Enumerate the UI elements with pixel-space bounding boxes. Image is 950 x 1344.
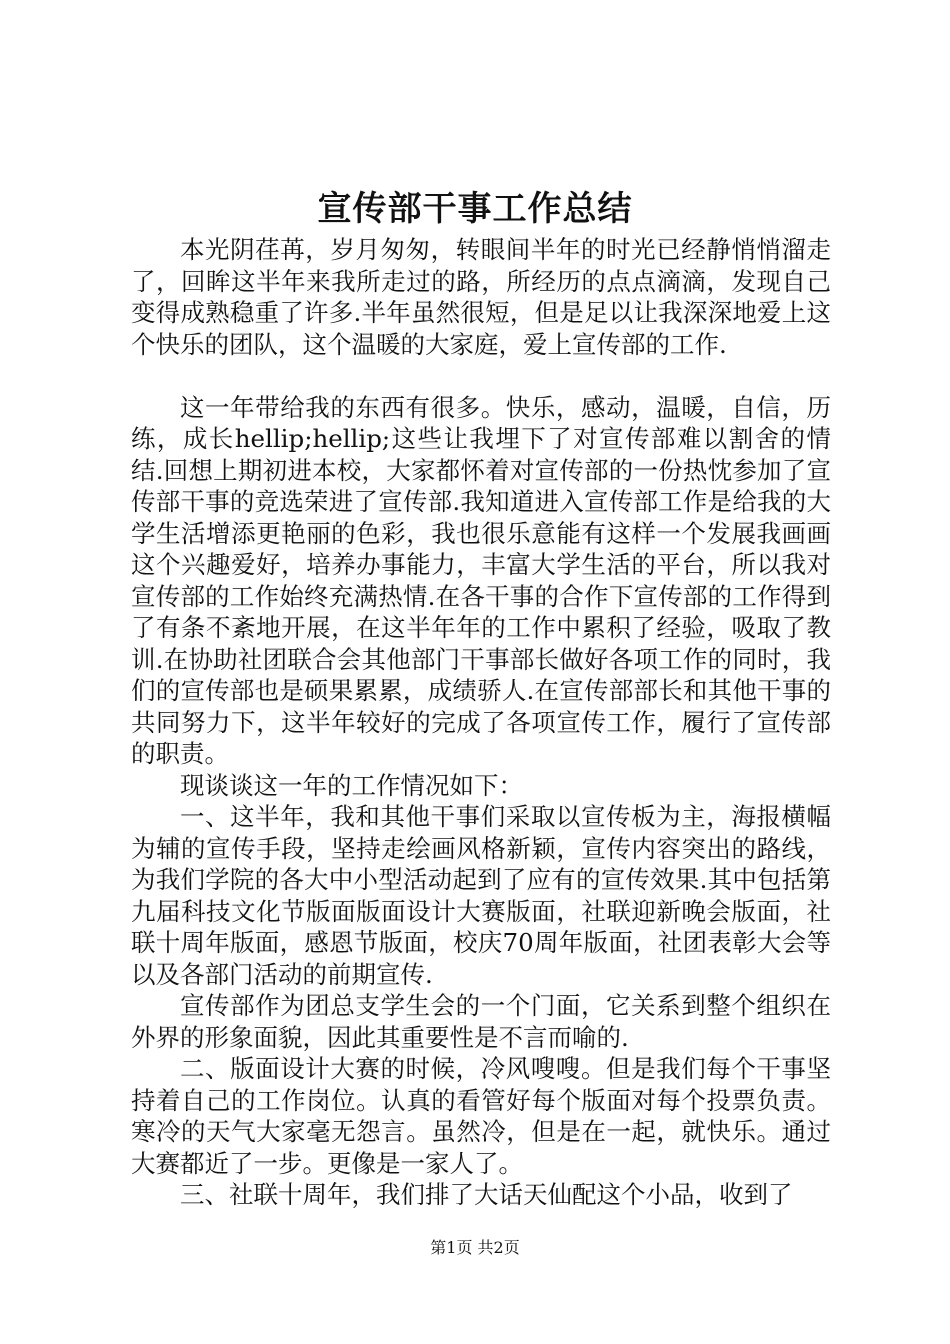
page-footer: 第1页 共2页 — [430, 1238, 520, 1257]
paragraph: 宣传部作为团总支学生会的一个门面，它关系到整个组织在外界的形象面貌，因此其重要性是不言而喻的. — [131, 991, 831, 1052]
paragraph: 这一年带给我的东西有很多。快乐，感动，温暖，自信，历练，成长hellip;hellip;这些让我埋下了对宣传部难以割舍的情结.回想上期初进本校，大家都怀着对宣传部的一份热忱参加了宣传部干事的竞选荣进了宣传部.我知道进入宣传部工作是给我的大学生活增添更艳丽的色彩，我也很乐意能有这样一个发展我画画这个兴趣爱好，培养办事能力，丰富大学生活的平台，所以我对宣传部的工作始终充满热情.在各干事的合作下宣传部的工作得到了有条不紊地开展，在这半年年的工作中累积了经验，吸取了教训.在协助社团联合会其他部门干事部长做好各项工作的同时，我们的宣传部也是硕果累累，成绩骄人.在宣传部部长和其他干事的共同努力下，这半年较好的完成了各项宣传工作，履行了宣传部的职责。 — [131, 392, 831, 768]
paragraph: 二、版面设计大赛的时候，冷风嗖嗖。但是我们每个干事坚持着自己的工作岗位。认真的看管好每个版面对每个投票负责。寒冷的天气大家毫无怨言。虽然冷，但是在一起，就快乐。通过大赛都近了一步。更像是一家人了。 — [131, 1054, 831, 1178]
paragraph: 本光阴荏苒，岁月匆匆，转眼间半年的时光已经静悄悄溜走了，回眸这半年来我所走过的路，所经历的点点滴滴，发现自己变得成熟稳重了许多.半年虽然很短，但是足以让我深深地爱上这个快乐的团队，这个温暖的大家庭，爱上宣传部的工作. — [131, 235, 831, 359]
document-body — [131, 234, 831, 1211]
paragraph-spacer — [131, 360, 831, 392]
paragraph: 三、社联十周年，我们排了大话天仙配这个小品，收到了 — [180, 1180, 793, 1209]
document-title: 宣传部干事工作总结 — [317, 189, 633, 229]
paragraph: 一、这半年，我和其他干事们采取以宣传板为主，海报横幅为辅的宣传手段，坚持走绘画风格新颖，宣传内容突出的路线，为我们学院的各大中小型活动起到了应有的宣传效果.其中包括第九届科技文化节版面版面设计大赛版面，社联迎新晚会版面，社联十周年版面，感恩节版面，校庆70周年版面，社团表彰大会等以及各部门活动的前期宣传. — [131, 802, 831, 989]
paragraph: 现谈谈这一年的工作情况如下： — [180, 770, 523, 800]
